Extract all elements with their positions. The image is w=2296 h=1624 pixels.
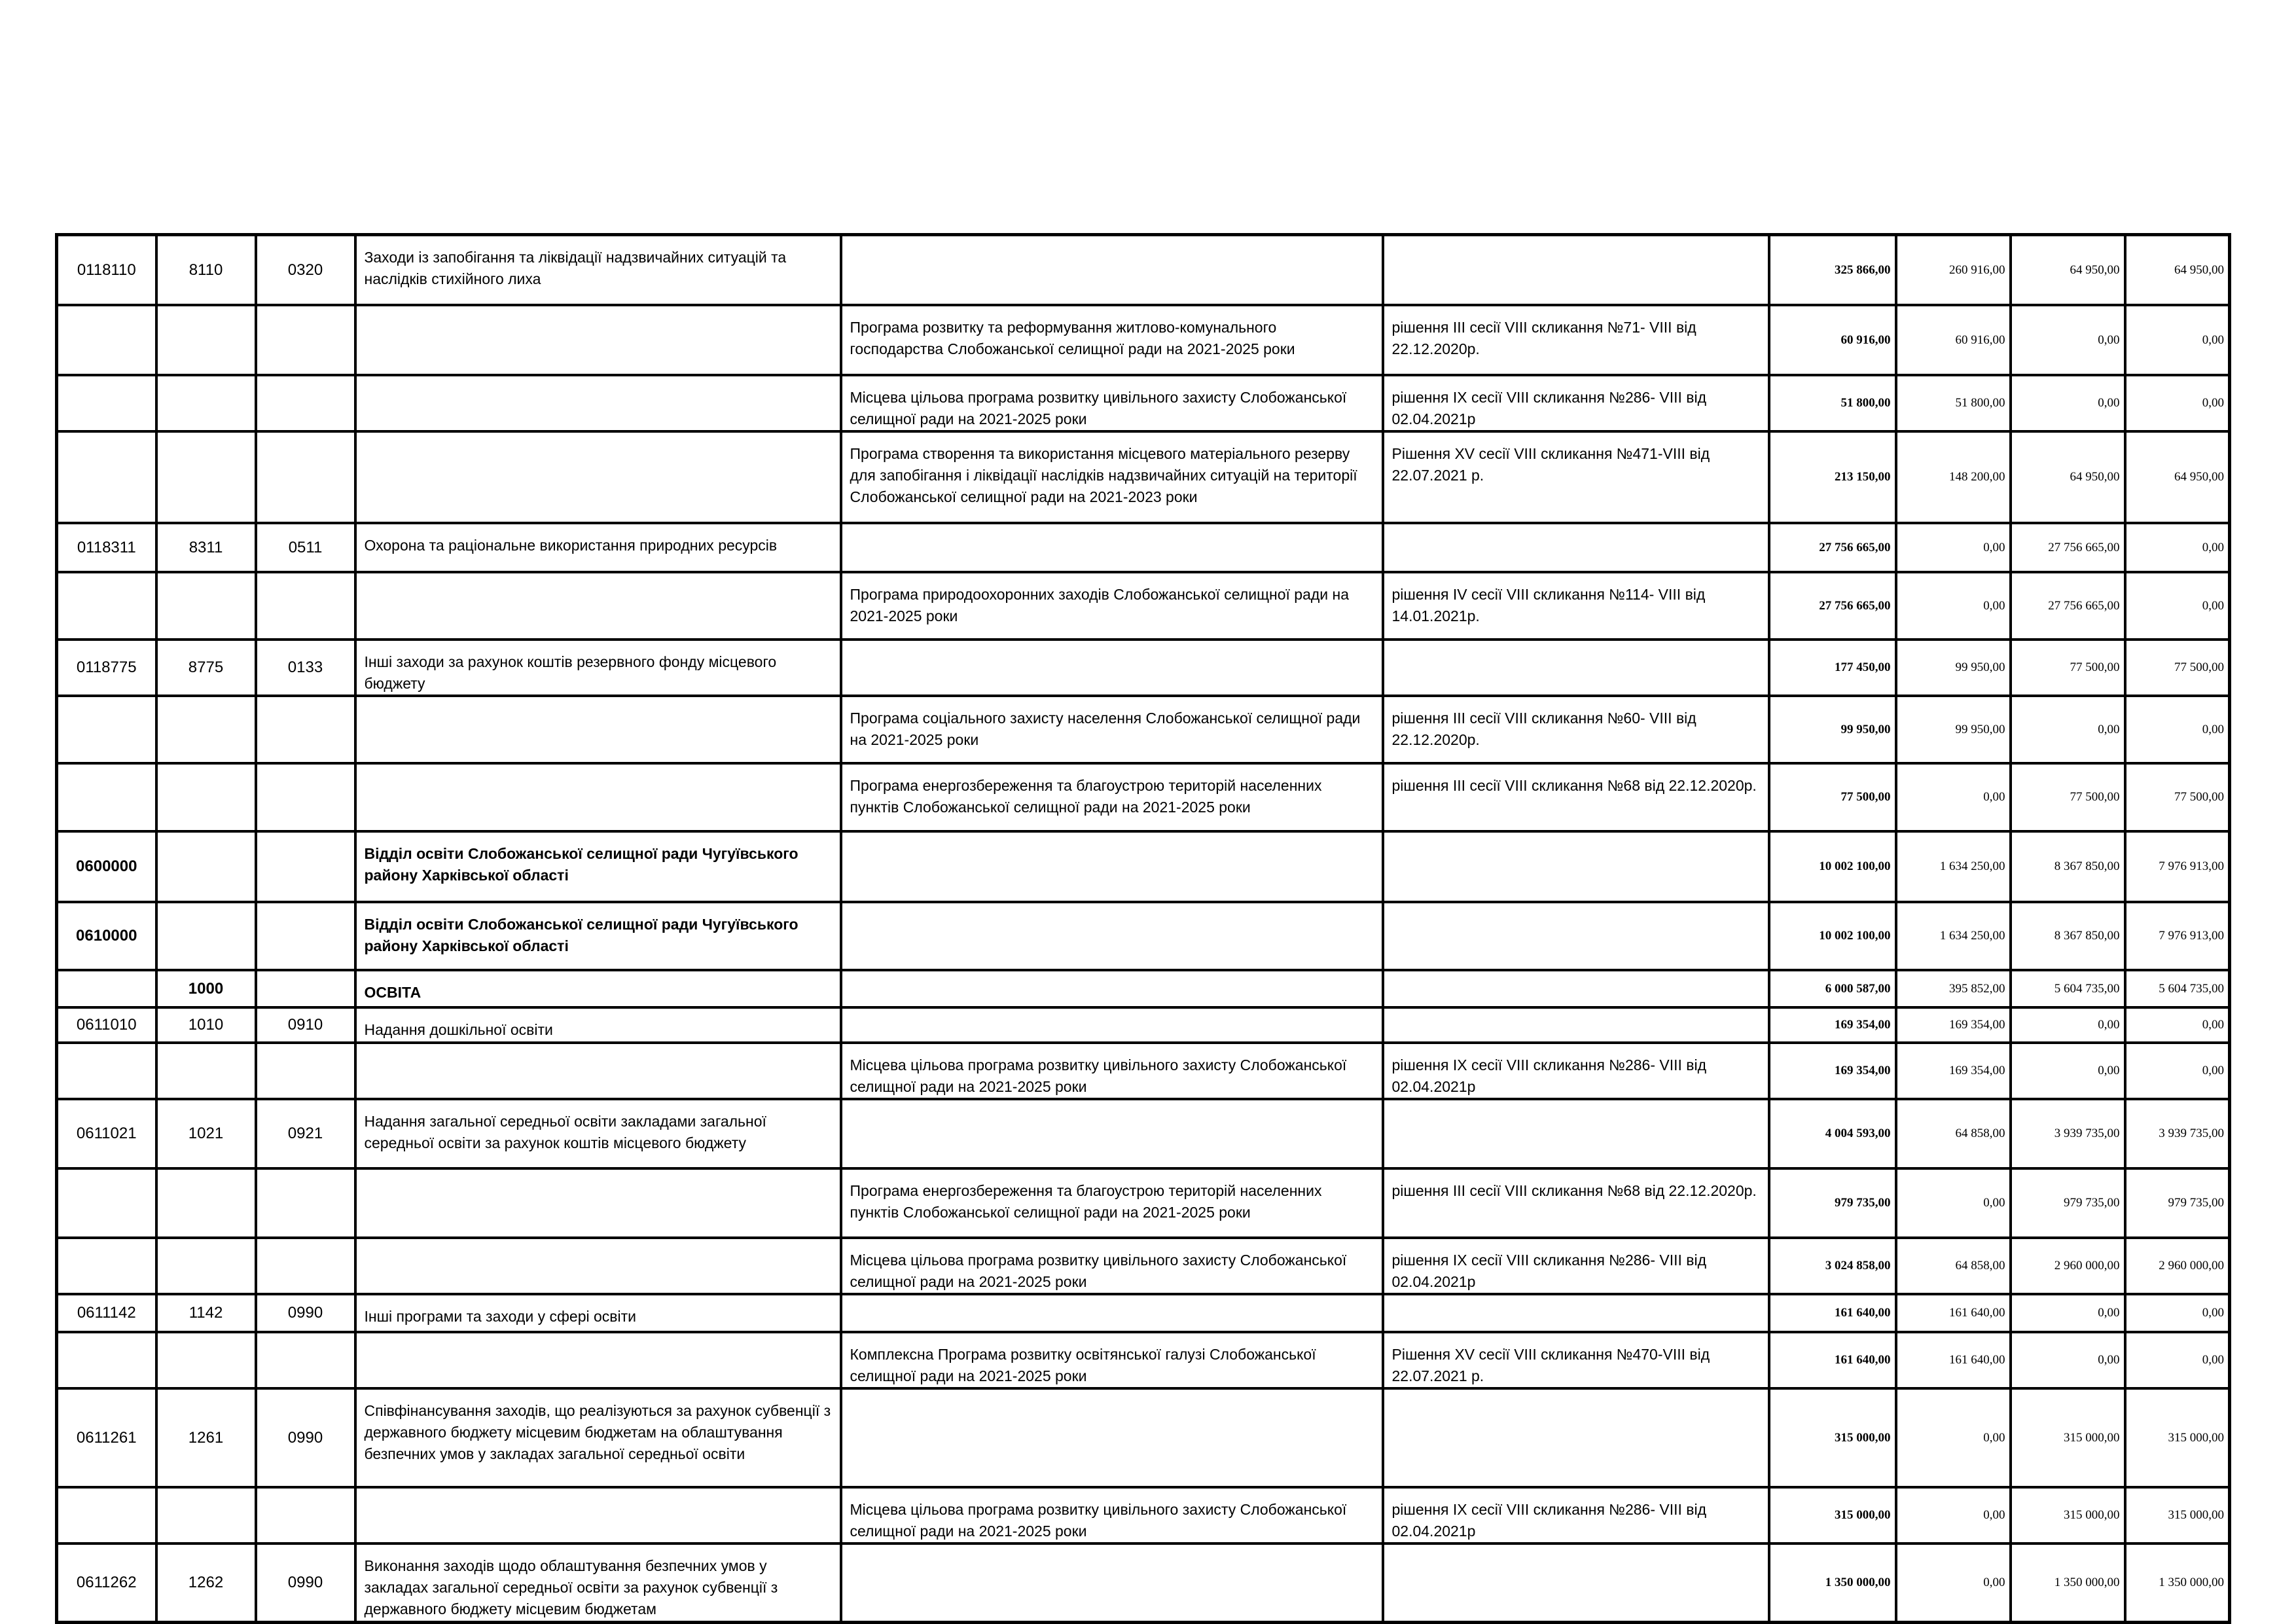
general-fund-cell: 60 916,00 xyxy=(1896,305,2011,375)
general-fund-cell: 0,00 xyxy=(1896,523,2011,572)
general-fund-cell: 0,00 xyxy=(1896,763,2011,831)
special-fund-cell: 0,00 xyxy=(2011,375,2125,431)
general-fund-cell: 99 950,00 xyxy=(1896,696,2011,763)
program-name-cell xyxy=(841,640,1383,696)
total-amount-cell: 99 950,00 xyxy=(1769,696,1896,763)
program-name-cell xyxy=(841,1388,1383,1487)
table-row xyxy=(57,1487,2230,1543)
special-fund-cell: 2 960 000,00 xyxy=(2011,1238,2125,1294)
decision-cell: рішення ІІІ сесії VIII скликання №60- VIII від 22.12.2020р. xyxy=(1383,696,1769,763)
program-name-cell xyxy=(841,1007,1383,1043)
tpkvk-code-cell: 1010 xyxy=(156,1007,256,1043)
program-name-cell xyxy=(841,1543,1383,1623)
development-budget-cell: 0,00 xyxy=(2125,305,2230,375)
expense-name-cell: Заходи із запобігання та ліквідації надзвичайних ситуацій та наслідків стихійного лиха xyxy=(355,235,841,305)
program-name-cell xyxy=(841,831,1383,902)
general-fund-cell: 161 640,00 xyxy=(1896,1332,2011,1388)
decision-cell: рішення ІІІ сесії VIII скликання №71- VIII від 22.12.2020р. xyxy=(1383,305,1769,375)
expense-name-cell xyxy=(355,1168,841,1238)
function-code-cell xyxy=(256,431,355,523)
function-code-cell xyxy=(256,1168,355,1238)
decision-cell xyxy=(1383,902,1769,970)
program-code-cell xyxy=(57,970,156,1007)
function-code-cell xyxy=(256,970,355,1007)
tpkvk-code-cell: 8775 xyxy=(156,640,256,696)
general-fund-cell: 0,00 xyxy=(1896,572,2011,640)
program-name-cell: Програма енергозбереження та благоустрою територій населенних пунктів Слобожанської селищної ради на 2021-2025 роки xyxy=(841,763,1383,831)
table-row xyxy=(57,1168,2230,1238)
decision-cell: рішення ІХ сесії VIII скликання №286- VIII від 02.04.2021р xyxy=(1383,1043,1769,1099)
program-code-cell: 0610000 xyxy=(57,902,156,970)
function-code-cell xyxy=(256,696,355,763)
general-fund-cell: 0,00 xyxy=(1896,1388,2011,1487)
total-amount-cell: 3 024 858,00 xyxy=(1769,1238,1896,1294)
function-code-cell: 0910 xyxy=(256,1007,355,1043)
development-budget-cell: 0,00 xyxy=(2125,572,2230,640)
program-code-cell xyxy=(57,696,156,763)
function-code-cell xyxy=(256,1043,355,1099)
tpkvk-code-cell xyxy=(156,831,256,902)
tpkvk-code-cell xyxy=(156,1168,256,1238)
development-budget-cell: 0,00 xyxy=(2125,375,2230,431)
program-name-cell: Програма соціального захисту населення Слобожанської селищної ради на 2021-2025 роки xyxy=(841,696,1383,763)
total-amount-cell: 979 735,00 xyxy=(1769,1168,1896,1238)
special-fund-cell: 315 000,00 xyxy=(2011,1487,2125,1543)
general-fund-cell: 0,00 xyxy=(1896,1543,2011,1623)
decision-cell xyxy=(1383,1099,1769,1168)
general-fund-cell: 260 916,00 xyxy=(1896,235,2011,305)
program-name-cell xyxy=(841,1294,1383,1332)
tpkvk-code-cell xyxy=(156,696,256,763)
general-fund-cell: 169 354,00 xyxy=(1896,1043,2011,1099)
decision-cell: рішення ІІІ сесії VIII скликання №68 від 22.12.2020р. xyxy=(1383,763,1769,831)
decision-cell xyxy=(1383,235,1769,305)
special-fund-cell: 64 950,00 xyxy=(2011,431,2125,523)
development-budget-cell: 0,00 xyxy=(2125,696,2230,763)
general-fund-cell: 51 800,00 xyxy=(1896,375,2011,431)
program-code-cell: 0611262 xyxy=(57,1543,156,1623)
tpkvk-code-cell xyxy=(156,1487,256,1543)
special-fund-cell: 0,00 xyxy=(2011,1294,2125,1332)
decision-cell xyxy=(1383,1294,1769,1332)
table-row xyxy=(57,1543,2230,1623)
development-budget-cell: 7 976 913,00 xyxy=(2125,902,2230,970)
decision-cell xyxy=(1383,523,1769,572)
program-code-cell xyxy=(57,1238,156,1294)
expense-name-cell: ОСВІТА xyxy=(355,970,841,1007)
function-code-cell xyxy=(256,1332,355,1388)
total-amount-cell: 161 640,00 xyxy=(1769,1332,1896,1388)
program-code-cell: 0611142 xyxy=(57,1294,156,1332)
table-row xyxy=(57,831,2230,902)
tpkvk-code-cell xyxy=(156,375,256,431)
decision-cell: Рішення XV сесії VIII скликання №471-VIII від 22.07.2021 р. xyxy=(1383,431,1769,523)
tpkvk-code-cell: 1262 xyxy=(156,1543,256,1623)
total-amount-cell: 10 002 100,00 xyxy=(1769,902,1896,970)
program-name-cell xyxy=(841,970,1383,1007)
program-code-cell xyxy=(57,1332,156,1388)
table-row xyxy=(57,1043,2230,1099)
program-name-cell: Програма енергозбереження та благоустрою територій населенних пунктів Слобожанської селищної ради на 2021-2025 роки xyxy=(841,1168,1383,1238)
program-name-cell: Місцева цільова програма розвитку цивільного захисту Слобожанської селищної ради на 2021-2025 роки xyxy=(841,1238,1383,1294)
program-name-cell xyxy=(841,902,1383,970)
table-row xyxy=(57,640,2230,696)
table-body xyxy=(57,235,2230,1623)
program-name-cell xyxy=(841,523,1383,572)
function-code-cell xyxy=(256,572,355,640)
program-name-cell: Комплексна Програма розвитку освітянської галузі Слобожанської селищної ради на 2021-2025 роки xyxy=(841,1332,1383,1388)
decision-cell: рішення ІХ сесії VIII скликання №286- VIII від 02.04.2021р xyxy=(1383,1238,1769,1294)
expense-name-cell xyxy=(355,375,841,431)
table-row xyxy=(57,902,2230,970)
development-budget-cell: 0,00 xyxy=(2125,1332,2230,1388)
tpkvk-code-cell xyxy=(156,763,256,831)
table-row xyxy=(57,375,2230,431)
expense-name-cell xyxy=(355,305,841,375)
program-code-cell: 0611261 xyxy=(57,1388,156,1487)
general-fund-cell: 148 200,00 xyxy=(1896,431,2011,523)
development-budget-cell: 64 950,00 xyxy=(2125,431,2230,523)
table-row xyxy=(57,1099,2230,1168)
program-name-cell: Програма створення та використання місцевого матеріального резерву для запобігання і ліквідації наслідків надзвичайних ситуацій на території Слобожанської селищної ради на 2021-2023 роки xyxy=(841,431,1383,523)
total-amount-cell: 177 450,00 xyxy=(1769,640,1896,696)
tpkvk-code-cell xyxy=(156,572,256,640)
general-fund-cell: 161 640,00 xyxy=(1896,1294,2011,1332)
program-code-cell: 0611010 xyxy=(57,1007,156,1043)
function-code-cell xyxy=(256,1487,355,1543)
function-code-cell: 0990 xyxy=(256,1543,355,1623)
table-row xyxy=(57,763,2230,831)
special-fund-cell: 5 604 735,00 xyxy=(2011,970,2125,1007)
expense-name-cell xyxy=(355,1238,841,1294)
program-name-cell: Місцева цільова програма розвитку цивільного захисту Слобожанської селищної ради на 2021-2025 роки xyxy=(841,1043,1383,1099)
program-name-cell: Місцева цільова програма розвитку цивільного захисту Слобожанської селищної ради на 2021-2025 роки xyxy=(841,375,1383,431)
special-fund-cell: 0,00 xyxy=(2011,1332,2125,1388)
program-code-cell xyxy=(57,431,156,523)
expense-name-cell: Відділ освіти Слобожанської селищної ради Чугуївського району Харківської області xyxy=(355,831,841,902)
general-fund-cell: 0,00 xyxy=(1896,1168,2011,1238)
function-code-cell xyxy=(256,902,355,970)
function-code-cell: 0511 xyxy=(256,523,355,572)
table-row xyxy=(57,572,2230,640)
program-code-cell: 0118311 xyxy=(57,523,156,572)
program-code-cell xyxy=(57,1487,156,1543)
table-row xyxy=(57,431,2230,523)
general-fund-cell: 395 852,00 xyxy=(1896,970,2011,1007)
function-code-cell: 0133 xyxy=(256,640,355,696)
program-name-cell xyxy=(841,235,1383,305)
development-budget-cell: 315 000,00 xyxy=(2125,1487,2230,1543)
table-row xyxy=(57,696,2230,763)
total-amount-cell: 77 500,00 xyxy=(1769,763,1896,831)
development-budget-cell: 979 735,00 xyxy=(2125,1168,2230,1238)
decision-cell xyxy=(1383,1007,1769,1043)
function-code-cell xyxy=(256,1238,355,1294)
expense-name-cell xyxy=(355,572,841,640)
special-fund-cell: 3 939 735,00 xyxy=(2011,1099,2125,1168)
special-fund-cell: 77 500,00 xyxy=(2011,763,2125,831)
decision-cell: рішення ІІІ сесії VIII скликання №68 від 22.12.2020р. xyxy=(1383,1168,1769,1238)
function-code-cell xyxy=(256,305,355,375)
program-code-cell: 0600000 xyxy=(57,831,156,902)
total-amount-cell: 27 756 665,00 xyxy=(1769,523,1896,572)
program-code-cell xyxy=(57,305,156,375)
program-code-cell: 0611021 xyxy=(57,1099,156,1168)
special-fund-cell: 0,00 xyxy=(2011,696,2125,763)
program-name-cell: Програма природоохоронних заходів Слобожанської селищної ради на 2021-2025 роки xyxy=(841,572,1383,640)
expense-name-cell: Надання загальної середньої освіти закладами загальної середньої освіти за рахунок коштів місцевого бюджету xyxy=(355,1099,841,1168)
program-code-cell xyxy=(57,763,156,831)
development-budget-cell: 0,00 xyxy=(2125,1043,2230,1099)
decision-cell xyxy=(1383,1388,1769,1487)
expense-name-cell xyxy=(355,763,841,831)
table-row xyxy=(57,235,2230,305)
decision-cell xyxy=(1383,640,1769,696)
total-amount-cell: 213 150,00 xyxy=(1769,431,1896,523)
total-amount-cell: 169 354,00 xyxy=(1769,1043,1896,1099)
special-fund-cell: 27 756 665,00 xyxy=(2011,572,2125,640)
function-code-cell: 0990 xyxy=(256,1388,355,1487)
program-name-cell: Програма розвитку та реформування житлово-комунального господарства Слобожанської селищної ради на 2021-2025 роки xyxy=(841,305,1383,375)
table-row xyxy=(57,1294,2230,1332)
table-row xyxy=(57,305,2230,375)
general-fund-cell: 64 858,00 xyxy=(1896,1099,2011,1168)
general-fund-cell: 1 634 250,00 xyxy=(1896,831,2011,902)
special-fund-cell: 1 350 000,00 xyxy=(2011,1543,2125,1623)
decision-cell: рішення ІХ сесії VIII скликання №286- VIII від 02.04.2021р xyxy=(1383,375,1769,431)
general-fund-cell: 99 950,00 xyxy=(1896,640,2011,696)
function-code-cell xyxy=(256,763,355,831)
development-budget-cell: 64 950,00 xyxy=(2125,235,2230,305)
tpkvk-code-cell: 8311 xyxy=(156,523,256,572)
program-code-cell xyxy=(57,375,156,431)
program-code-cell xyxy=(57,1168,156,1238)
total-amount-cell: 161 640,00 xyxy=(1769,1294,1896,1332)
tpkvk-code-cell xyxy=(156,1043,256,1099)
program-code-cell: 0118775 xyxy=(57,640,156,696)
tpkvk-code-cell xyxy=(156,431,256,523)
decision-cell: рішення IV сесії VIII скликання №114- VIII від 14.01.2021р. xyxy=(1383,572,1769,640)
development-budget-cell: 1 350 000,00 xyxy=(2125,1543,2230,1623)
special-fund-cell: 8 367 850,00 xyxy=(2011,902,2125,970)
total-amount-cell: 27 756 665,00 xyxy=(1769,572,1896,640)
special-fund-cell: 979 735,00 xyxy=(2011,1168,2125,1238)
expense-name-cell xyxy=(355,431,841,523)
tpkvk-code-cell: 1261 xyxy=(156,1388,256,1487)
decision-cell: рішення ІХ сесії VIII скликання №286- VIII від 02.04.2021р xyxy=(1383,1487,1769,1543)
general-fund-cell: 1 634 250,00 xyxy=(1896,902,2011,970)
total-amount-cell: 169 354,00 xyxy=(1769,1007,1896,1043)
function-code-cell xyxy=(256,375,355,431)
decision-cell: Рішення XV сесії VIII скликання №470-VIII від 22.07.2021 р. xyxy=(1383,1332,1769,1388)
general-fund-cell: 0,00 xyxy=(1896,1487,2011,1543)
tpkvk-code-cell: 1000 xyxy=(156,970,256,1007)
total-amount-cell: 6 000 587,00 xyxy=(1769,970,1896,1007)
development-budget-cell: 5 604 735,00 xyxy=(2125,970,2230,1007)
expense-name-cell: Співфінансування заходів, що реалізуються за рахунок субвенції з державного бюджету місцевим бюджетам на облаштування безпечних умов у закладах загальної середньої освіти xyxy=(355,1388,841,1487)
expense-name-cell xyxy=(355,1043,841,1099)
development-budget-cell: 315 000,00 xyxy=(2125,1388,2230,1487)
program-code-cell xyxy=(57,1043,156,1099)
development-budget-cell: 0,00 xyxy=(2125,1007,2230,1043)
expense-name-cell xyxy=(355,1332,841,1388)
decision-cell xyxy=(1383,831,1769,902)
expense-name-cell xyxy=(355,1487,841,1543)
tpkvk-code-cell: 8110 xyxy=(156,235,256,305)
special-fund-cell: 0,00 xyxy=(2011,305,2125,375)
total-amount-cell: 10 002 100,00 xyxy=(1769,831,1896,902)
special-fund-cell: 315 000,00 xyxy=(2011,1388,2125,1487)
function-code-cell: 0320 xyxy=(256,235,355,305)
table-row xyxy=(57,523,2230,572)
general-fund-cell: 64 858,00 xyxy=(1896,1238,2011,1294)
function-code-cell: 0921 xyxy=(256,1099,355,1168)
program-name-cell xyxy=(841,1099,1383,1168)
development-budget-cell: 3 939 735,00 xyxy=(2125,1099,2230,1168)
total-amount-cell: 325 866,00 xyxy=(1769,235,1896,305)
tpkvk-code-cell: 1021 xyxy=(156,1099,256,1168)
special-fund-cell: 64 950,00 xyxy=(2011,235,2125,305)
program-code-cell: 0118110 xyxy=(57,235,156,305)
expense-name-cell: Охорона та раціональне використання природних ресурсів xyxy=(355,523,841,572)
expense-name-cell: Надання дошкільної освіти xyxy=(355,1007,841,1043)
development-budget-cell: 77 500,00 xyxy=(2125,763,2230,831)
expense-name-cell: Інші заходи за рахунок коштів резервного фонду місцевого бюджету xyxy=(355,640,841,696)
total-amount-cell: 51 800,00 xyxy=(1769,375,1896,431)
table-row xyxy=(57,1388,2230,1487)
development-budget-cell: 2 960 000,00 xyxy=(2125,1238,2230,1294)
table-row xyxy=(57,970,2230,1007)
total-amount-cell: 4 004 593,00 xyxy=(1769,1099,1896,1168)
total-amount-cell: 315 000,00 xyxy=(1769,1388,1896,1487)
tpkvk-code-cell xyxy=(156,305,256,375)
table-row xyxy=(57,1007,2230,1043)
tpkvk-code-cell xyxy=(156,1238,256,1294)
program-name-cell: Місцева цільова програма розвитку цивільного захисту Слобожанської селищної ради на 2021-2025 роки xyxy=(841,1487,1383,1543)
development-budget-cell: 0,00 xyxy=(2125,1294,2230,1332)
general-fund-cell: 169 354,00 xyxy=(1896,1007,2011,1043)
table-row xyxy=(57,1332,2230,1388)
tpkvk-code-cell xyxy=(156,1332,256,1388)
special-fund-cell: 27 756 665,00 xyxy=(2011,523,2125,572)
development-budget-cell: 7 976 913,00 xyxy=(2125,831,2230,902)
expense-name-cell xyxy=(355,696,841,763)
function-code-cell: 0990 xyxy=(256,1294,355,1332)
tpkvk-code-cell xyxy=(156,902,256,970)
total-amount-cell: 60 916,00 xyxy=(1769,305,1896,375)
special-fund-cell: 8 367 850,00 xyxy=(2011,831,2125,902)
budget-programs-table xyxy=(55,233,2231,1624)
development-budget-cell: 77 500,00 xyxy=(2125,640,2230,696)
expense-name-cell: Інші програми та заходи у сфері освіти xyxy=(355,1294,841,1332)
total-amount-cell: 1 350 000,00 xyxy=(1769,1543,1896,1623)
decision-cell xyxy=(1383,1543,1769,1623)
table-row xyxy=(57,1238,2230,1294)
special-fund-cell: 0,00 xyxy=(2011,1007,2125,1043)
program-code-cell xyxy=(57,572,156,640)
expense-name-cell: Відділ освіти Слобожанської селищної ради Чугуївського району Харківської області xyxy=(355,902,841,970)
function-code-cell xyxy=(256,831,355,902)
decision-cell xyxy=(1383,970,1769,1007)
development-budget-cell: 0,00 xyxy=(2125,523,2230,572)
tpkvk-code-cell: 1142 xyxy=(156,1294,256,1332)
special-fund-cell: 0,00 xyxy=(2011,1043,2125,1099)
special-fund-cell: 77 500,00 xyxy=(2011,640,2125,696)
expense-name-cell: Виконання заходів щодо облаштування безпечних умов у закладах загальної середньої освіти за рахунок субвенції з державного бюджету місцевим бюджетам xyxy=(355,1543,841,1623)
total-amount-cell: 315 000,00 xyxy=(1769,1487,1896,1543)
